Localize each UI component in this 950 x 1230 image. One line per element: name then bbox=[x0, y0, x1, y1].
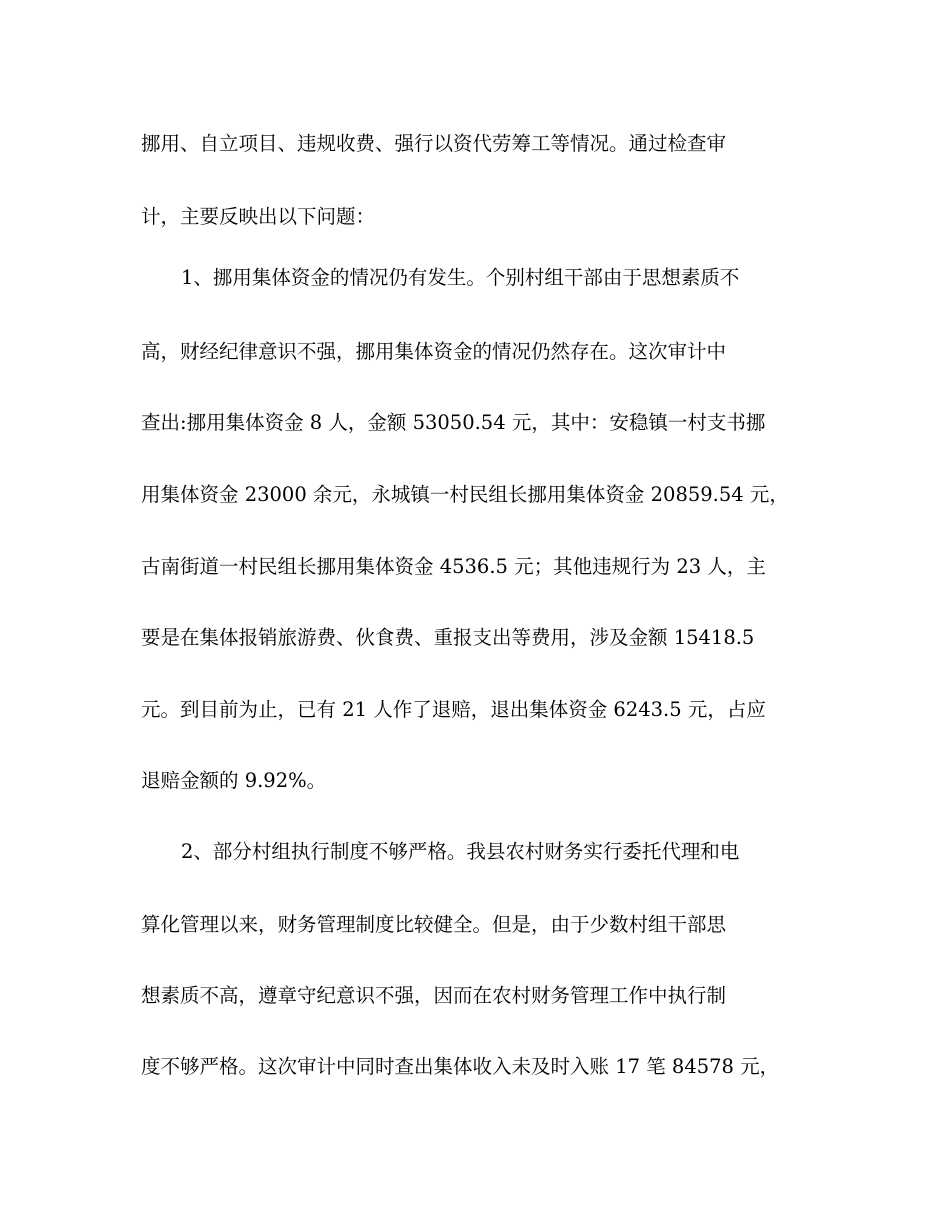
text-line-5: 查出:挪用集体资金 8 人，金额 53050.54 元，其中：安稳镇一村支书挪 bbox=[141, 411, 766, 434]
text-line-8: 要是在集体报销旅游费、伙食费、重报支出等费用，涉及金额 15418.5 bbox=[141, 626, 755, 649]
text-line-13: 想素质不高，遵章守纪意识不强，因而在农村财务管理工作中执行制 bbox=[141, 984, 727, 1007]
text-line-14: 度不够严格。这次审计中同时查出集体收入未及时入账 17 笔 84578 元， bbox=[141, 1055, 780, 1078]
text-line-7: 古南街道一村民组长挪用集体资金 4536.5 元；其他违规行为 23 人，主 bbox=[141, 555, 766, 578]
text-line-12: 算化管理以来，财务管理制度比较健全。但是，由于少数村组干部思 bbox=[141, 913, 727, 936]
text-line-10: 退赔金额的 9.92%。 bbox=[141, 769, 327, 792]
paragraph-1-start: 1、挪用集体资金的情况仍有发生。个别村组干部由于思想素质不 bbox=[181, 266, 740, 289]
text-line-2: 计，主要反映出以下问题： bbox=[141, 205, 376, 228]
text-line-1: 挪用、自立项目、违规收费、强行以资代劳筹工等情况。通过检查审 bbox=[141, 132, 727, 155]
paragraph-2-start: 2、部分村组执行制度不够严格。我县农村财务实行委托代理和电 bbox=[181, 840, 740, 863]
text-line-4: 高，财经纪律意识不强，挪用集体资金的情况仍然存在。这次审计中 bbox=[141, 340, 727, 363]
text-line-9: 元。到目前为止，已有 21 人作了退赔，退出集体资金 6243.5 元，占应 bbox=[141, 698, 766, 721]
text-line-6: 用集体资金 23000 余元，永城镇一村民组长挪用集体资金 20859.54 元， bbox=[141, 483, 789, 506]
